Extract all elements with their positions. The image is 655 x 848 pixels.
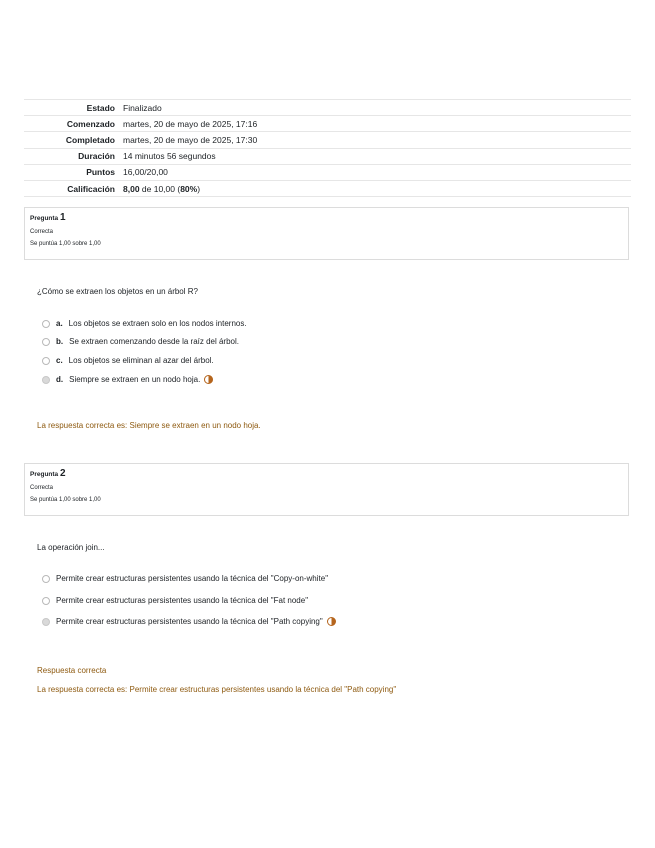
q1-answer-a[interactable]	[42, 319, 247, 328]
question-2-feedback: La respuesta correcta es: Permite crear estructuras persistentes usando la técnica del "Path copying"	[37, 685, 397, 694]
question-1-info	[24, 207, 629, 260]
question-1-text: ¿Cómo se extraen los objetos en un árbol R?	[37, 287, 198, 296]
answer-text: Siempre se extraen en un nodo hoja.	[69, 375, 201, 384]
summary-label: Duración	[78, 151, 115, 162]
radio-button[interactable]	[42, 575, 50, 583]
question-2-heading	[30, 468, 623, 482]
summary-row-puntos	[24, 164, 631, 180]
question-2-text: La operación join...	[37, 543, 105, 552]
answer-text: Permite crear estructuras persistentes usando la técnica del "Fat node"	[56, 596, 309, 605]
radio-button[interactable]	[42, 597, 50, 605]
summary-value: 14 minutos 56 segundos	[123, 151, 216, 162]
radio-button[interactable]	[42, 357, 50, 365]
grade-total: de 10,00 (	[139, 183, 181, 194]
q2-answer-1[interactable]	[42, 574, 328, 583]
summary-value	[123, 180, 631, 196]
question-1-feedback: La respuesta correcta es: Siempre se extraen en un nodo hoja.	[37, 421, 261, 430]
radio-button[interactable]	[42, 320, 50, 328]
grade-percent: 80%	[180, 183, 198, 194]
question-state: Correcta	[30, 229, 54, 235]
question-2-info	[24, 463, 629, 516]
question-state: Correcta	[30, 485, 54, 491]
summary-row-comenzado	[24, 116, 631, 132]
summary-row-estado	[24, 100, 631, 116]
summary-label: Puntos	[86, 167, 115, 178]
answer-text: Permite crear estructuras persistentes usando la técnica del "Path copying"	[56, 617, 323, 626]
question-label: Pregunta	[30, 471, 59, 478]
answer-text: Los objetos se extraen solo en los nodos internos.	[68, 319, 247, 328]
q1-answer-b[interactable]	[42, 337, 239, 346]
partially-correct-icon	[327, 617, 336, 626]
summary-value: Finalizado	[123, 102, 162, 113]
attempt-summary-table	[24, 99, 631, 197]
grade-close: )	[197, 183, 201, 194]
summary-value: martes, 20 de mayo de 2025, 17:16	[123, 118, 258, 129]
question-label: Pregunta	[30, 215, 59, 222]
answer-letter: b.	[56, 337, 64, 346]
q1-answer-c[interactable]	[42, 356, 214, 365]
summary-value: 16,00/20,00	[123, 167, 168, 178]
grade-score: 8,00	[123, 183, 140, 194]
answer-text: Se extraen comenzando desde la raíz del árbol.	[69, 337, 239, 346]
summary-label: Completado	[65, 134, 115, 145]
summary-row-completado	[24, 132, 631, 148]
partially-correct-icon	[204, 375, 213, 384]
question-grade: Se puntúa 1,00 sobre 1,00	[30, 497, 101, 503]
summary-label: Comenzado	[66, 118, 115, 129]
answer-text: Permite crear estructuras persistentes usando la técnica del "Copy-on-white"	[56, 574, 329, 583]
summary-row-calificacion	[24, 180, 631, 196]
question-2-general-feedback: Respuesta correcta	[37, 666, 107, 675]
q1-answer-d[interactable]	[42, 375, 213, 384]
q2-answer-2[interactable]	[42, 596, 308, 605]
answer-letter: d.	[56, 375, 64, 384]
radio-button-selected[interactable]	[42, 618, 50, 626]
q2-answer-3[interactable]	[42, 617, 336, 626]
radio-button[interactable]	[42, 338, 50, 346]
answer-letter: a.	[56, 319, 63, 328]
answer-text: Los objetos se eliminan al azar del árbol.	[68, 356, 214, 365]
question-1-heading	[30, 212, 623, 226]
summary-row-duracion	[24, 148, 631, 164]
question-grade: Se puntúa 1,00 sobre 1,00	[30, 241, 101, 247]
question-number: 1	[59, 212, 66, 223]
summary-label: Calificación	[67, 183, 115, 194]
question-number: 2	[59, 468, 66, 479]
radio-button-selected[interactable]	[42, 376, 50, 384]
answer-letter: c.	[56, 356, 63, 365]
summary-value: martes, 20 de mayo de 2025, 17:30	[123, 134, 258, 145]
summary-label: Estado	[86, 102, 115, 113]
